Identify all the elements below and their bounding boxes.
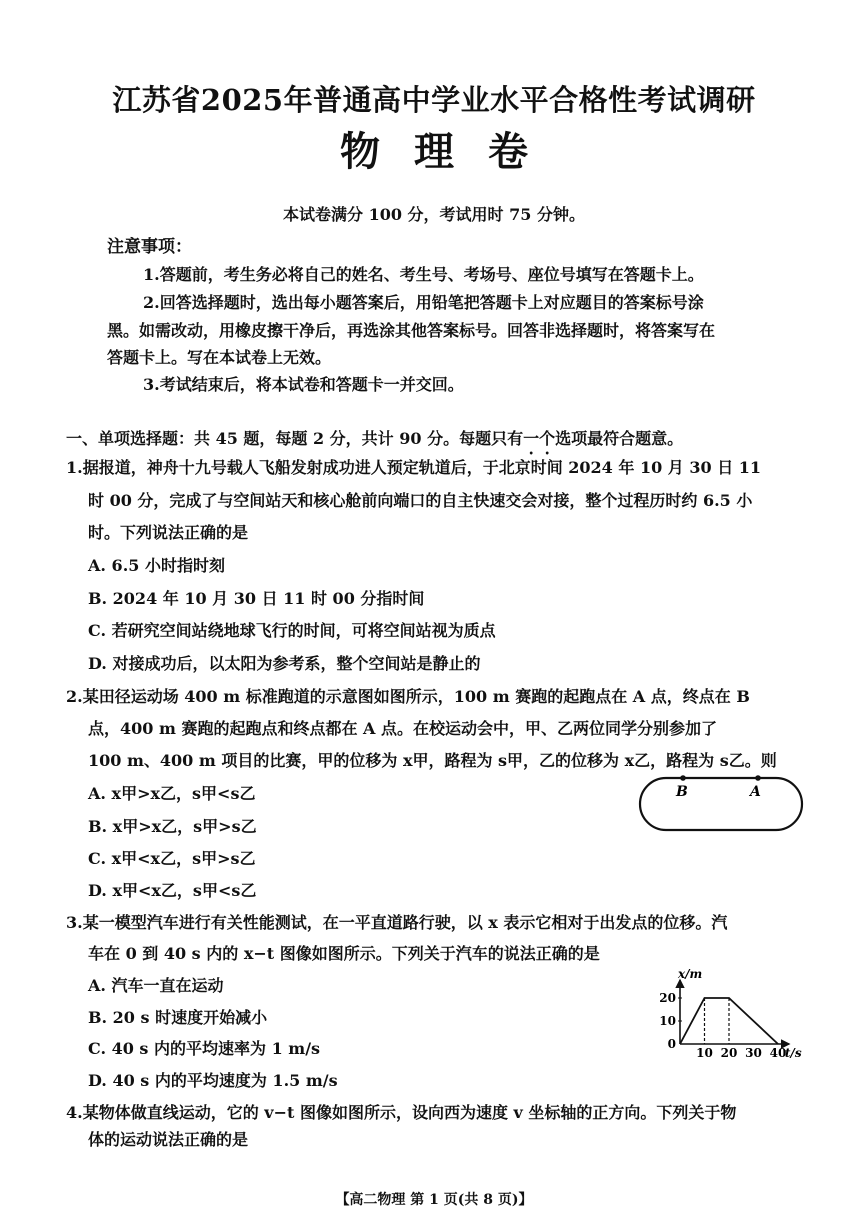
notice-line-2c: 答题卡上。写在本试卷上无效。	[107, 348, 332, 367]
notice-line-2b: 黑。如需改动，用橡皮擦干净后，再选涂其他答案标号。回答非选择题时，将答案写在	[107, 321, 716, 340]
y-tick-label: 0	[667, 1037, 676, 1051]
q3-line-1: 3.某一模型汽车进行有关性能测试，在一平直道路行驶，以 x 表示它相对于出发点的位移。汽	[66, 913, 728, 932]
q3-option-d: D. 40 s 内的平均速度为 1.5 m/s	[88, 1071, 338, 1090]
y-axis-label: x/m	[678, 967, 703, 981]
track-outline	[640, 778, 802, 830]
xt-graph	[652, 966, 802, 1062]
q2-option-a: A. x甲>x乙，s甲<s乙	[88, 784, 256, 803]
track-diagram	[636, 772, 806, 836]
exam-intro: 本试卷满分 100 分，考试用时 75 分钟。	[283, 205, 585, 224]
notice-line-1: 1.答题前，考生务必将自己的姓名、考生号、考场号、座位号填写在答题卡上。	[143, 265, 704, 284]
q2-option-d: D. x甲<x乙，s甲<s乙	[88, 881, 257, 900]
point-b-dot	[680, 775, 686, 781]
point-a-dot	[755, 775, 761, 781]
q3-option-a: A. 汽车一直在运动	[88, 976, 224, 995]
q1-line-1: 1.据报道，神舟十九号载人飞船发射成功进人预定轨道后，于北京时间 2024 年 10 月 30 日 11	[66, 458, 762, 477]
q1-option-b: B. 2024 年 10 月 30 日 11 时 00 分指时间	[88, 589, 425, 608]
q1-line-2: 时 00 分，完成了与空间站天和核心舱前向端口的自主快速交会对接，整个过程历时约 6.5 小	[88, 491, 753, 510]
q2-line-1: 2.某田径运动场 400 m 标准跑道的示意图如图所示，100 m 赛跑的起跑点在 A 点，终点在 B	[66, 687, 750, 706]
notice-line-2a: 2.回答选择题时，选出每小题答案后，用铅笔把答题卡上对应题目的答案标号涂	[143, 293, 704, 312]
q2-line-3: 100 m、400 m 项目的比赛，甲的位移为 x甲，路程为 s甲，乙的位移为 x乙，路程为 s乙。则	[88, 751, 777, 770]
q3-option-c: C. 40 s 内的平均速率为 1 m/s	[88, 1039, 321, 1058]
q4-line-1: 4.某物体做直线运动，它的 v−t 图像如图所示，设向西为速度 v 坐标轴的正方向。下列关于物	[66, 1103, 737, 1122]
notice-line-3: 3.考试结束后，将本试卷和答题卡一并交回。	[143, 375, 464, 394]
notice-heading: 注意事项：	[107, 237, 192, 257]
page-footer: 【高二物理 第 1 页(共 8 页)】	[335, 1192, 533, 1208]
q4-line-2: 体的运动说法正确的是	[88, 1130, 249, 1149]
q3-line-2: 车在 0 到 40 s 内的 x−t 图像如图所示。下列关于汽车的说法正确的是	[88, 944, 600, 963]
x-tick-label: 10	[696, 1046, 713, 1060]
q1-option-d: D. 对接成功后，以太阳为参考系，整个空间站是静止的	[88, 654, 481, 673]
section-heading-prefix: 一、单项选择题：共 45 题，每题 2 分，共计 90 分。每题只有	[66, 429, 524, 448]
x-tick-label: 20	[720, 1046, 738, 1060]
x-axis-label: t/s	[784, 1046, 802, 1060]
q3-option-b: B. 20 s 时速度开始减小	[88, 1008, 268, 1027]
x-tick-label: 30	[745, 1046, 762, 1060]
point-a-label: A	[750, 784, 761, 800]
section-heading	[66, 426, 683, 458]
q1-option-c: C. 若研究空间站绕地球飞行的时间，可将空间站视为质点	[88, 621, 496, 640]
q1-line-3: 时。下列说法正确的是	[88, 523, 249, 542]
point-b-label: B	[676, 784, 688, 800]
y-tick-label: 10	[659, 1014, 676, 1028]
exam-title: 江苏省2025年普通高中学业水平合格性考试调研	[112, 83, 756, 117]
q1-option-a: A. 6.5 小时指时刻	[88, 556, 225, 575]
q2-line-2: 点，400 m 赛跑的起跑点和终点都在 A 点。在校运动会中，甲、乙两位同学分别参加了	[88, 719, 718, 738]
y-tick-label: 20	[659, 991, 676, 1005]
section-heading-suffix: 选项最符合题意。	[555, 429, 684, 448]
q2-option-c: C. x甲<x乙，s甲>s乙	[88, 849, 256, 868]
section-heading-emphasis: 一个	[523, 429, 556, 448]
q2-option-b: B. x甲>x乙，s甲>s乙	[88, 817, 257, 836]
x-tick-label: 40	[769, 1046, 787, 1060]
exam-subject: 物理卷	[340, 128, 562, 175]
